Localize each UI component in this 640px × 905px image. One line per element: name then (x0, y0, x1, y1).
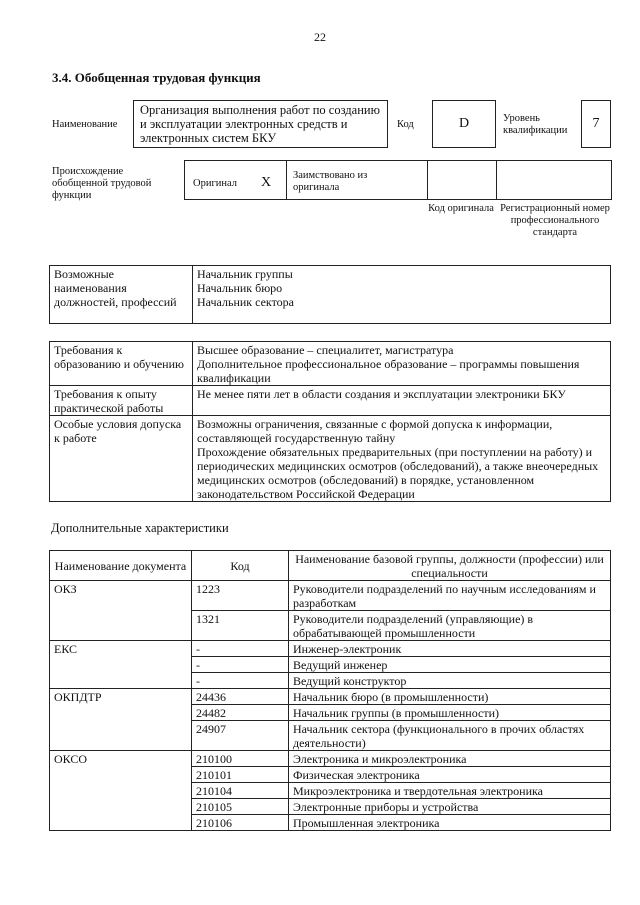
requirement-text (193, 416, 611, 502)
extra-heading: Дополнительные характеристики (51, 521, 229, 535)
code-cell: 210101 (192, 767, 289, 783)
extra-table (49, 550, 611, 831)
code-box (432, 100, 496, 148)
requirement-text (193, 386, 611, 416)
original-label: Оригинал (193, 178, 237, 189)
page-number: 22 (314, 30, 326, 44)
name-cell: Руководители подразделений по научным исследованиям и разработкам (289, 581, 611, 611)
requirement-line: Не менее пяти лет в области создания и эксплуатации электроники БКУ (197, 387, 566, 401)
name-cell: Электронные приборы и устройства (289, 799, 611, 815)
reg-number-caption: Регистрационный номер профессионального стандарта (500, 203, 610, 238)
code-cell: 24482 (192, 705, 289, 721)
name-cell: Промышленная электроника (289, 815, 611, 831)
list-item: Начальник сектора (197, 295, 294, 309)
name-cell: Ведущий инженер (289, 657, 611, 673)
table-row (50, 581, 611, 611)
positions-list (193, 266, 611, 324)
code-cell: 24907 (192, 721, 289, 751)
name-cell: Руководители подразделений (управляющие) в обрабатывающей промышленности (289, 611, 611, 641)
table-row (50, 641, 611, 657)
origin-label: Происхождение обобщенной трудовой функции (52, 166, 152, 201)
positions-label: Возможные наименования должностей, профессий (50, 266, 193, 324)
list-item: Начальник группы (197, 267, 293, 281)
column-header: Код (192, 551, 289, 581)
table-row (50, 386, 611, 416)
requirement-label: Особые условия допуска к работе (50, 416, 193, 502)
positions-table (49, 265, 611, 324)
code-cell: 1321 (192, 611, 289, 641)
doc-name-okz: ОКЗ (50, 581, 192, 641)
level-label: Уровень квалификации (503, 113, 568, 136)
table-row (50, 416, 611, 502)
code-cell: 210106 (192, 815, 289, 831)
requirement-line: Дополнительное профессиональное образование – программы повышения квалификации (197, 357, 580, 385)
section-title: 3.4. Обобщенная трудовая функция (52, 70, 261, 85)
column-header: Наименование документа (50, 551, 192, 581)
level-value: 7 (592, 116, 600, 131)
code-value: D (458, 116, 470, 131)
name-cell: Микроэлектроника и твердотельная электроника (289, 783, 611, 799)
origin-box (184, 160, 612, 200)
code-cell: - (192, 657, 289, 673)
code-cell: 210105 (192, 799, 289, 815)
divider (286, 161, 287, 199)
code-label: Код (397, 119, 414, 130)
table-row (50, 751, 611, 767)
level-box (581, 100, 611, 148)
requirement-text (193, 342, 611, 386)
requirements-table (49, 341, 611, 502)
column-header: Наименование базовой группы, должности (профессии) или специальности (289, 551, 611, 581)
borrowed-label: Заимствовано из оригинала (293, 170, 368, 193)
function-name: Организация выполнения работ по созданию и эксплуатации электронных средств и электронных систем БКУ (140, 103, 380, 145)
divider (496, 161, 497, 199)
code-cell: - (192, 641, 289, 657)
name-cell: Физическая электроника (289, 767, 611, 783)
name-cell: Ведущий конструктор (289, 673, 611, 689)
function-name-box (133, 100, 388, 148)
code-cell: - (192, 673, 289, 689)
name-cell: Электроника и микроэлектроника (289, 751, 611, 767)
doc-name-eks: ЕКС (50, 641, 192, 689)
name-cell: Начальник группы (в промышленности) (289, 705, 611, 721)
table-row (50, 689, 611, 705)
table-header-row (50, 551, 611, 581)
name-cell: Начальник сектора (функционального в прочих областях деятельности) (289, 721, 611, 751)
original-mark: X (261, 175, 272, 190)
requirement-label: Требования к опыту практической работы (50, 386, 193, 416)
code-cell: 210104 (192, 783, 289, 799)
list-item: Начальник бюро (197, 281, 283, 295)
name-label: Наименование (52, 119, 118, 130)
name-cell: Начальник бюро (в промышленности) (289, 689, 611, 705)
requirement-line: Высшее образование – специалитет, магистратура (197, 343, 454, 357)
code-cell: 1223 (192, 581, 289, 611)
name-cell: Инженер-электроник (289, 641, 611, 657)
requirement-line: Возможны ограничения, связанные с формой допуска к информации, составляющей государственную тайну (197, 417, 553, 445)
requirement-line: Прохождение обязательных предварительных (при поступлении на работу) и периодических медицинских осмотров (обследований), а также внеочередных медицинских осмотров (обследований) в порядке, установленном законодательством Российской Федерации (197, 445, 599, 501)
table-row (50, 266, 611, 324)
doc-name-okpdtr: ОКПДТР (50, 689, 192, 751)
divider (427, 161, 428, 199)
doc-name-okso: ОКСО (50, 751, 192, 831)
table-row (50, 342, 611, 386)
code-cell: 24436 (192, 689, 289, 705)
code-cell: 210100 (192, 751, 289, 767)
requirement-label: Требования к образованию и обучению (50, 342, 193, 386)
code-original-caption: Код оригинала (428, 203, 494, 214)
